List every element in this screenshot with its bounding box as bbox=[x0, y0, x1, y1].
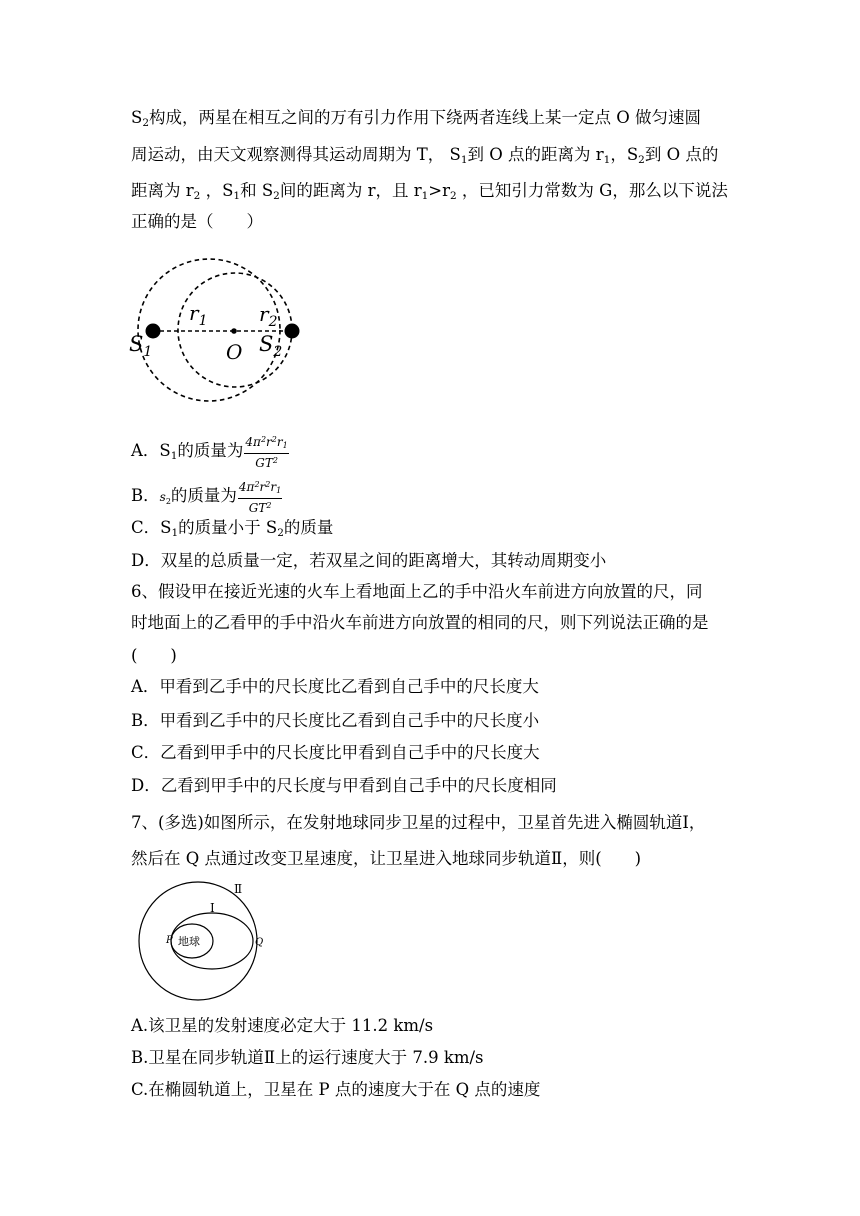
star-s1 bbox=[146, 324, 161, 339]
q7-option-c: C.在椭圆轨道上，卫星在 P 点的速度大于在 Q 点的速度 bbox=[131, 1080, 541, 1099]
q5-option-a: A．$S_1$的质量为 $\frac{4\pi^2r^2r_1}{GT^2}$ bbox=[131, 435, 288, 470]
mass-formula: $\frac{4\pi^2r^2r_1}{GT^2}$ bbox=[238, 480, 282, 515]
q5-stem-line-3: 距离为 $r_2$ ，$S_1$和 $S_2$间的距离为 r，且 $r_1>r_2$ ，已知引力常数为 G，那么以下说法 bbox=[131, 181, 728, 202]
star-s2 bbox=[285, 324, 300, 339]
label-r2: $r_2$ bbox=[259, 302, 278, 330]
q6-option-c: C．乙看到甲手中的尺长度比甲看到自己手中的尺长度大 bbox=[131, 743, 540, 762]
q5-option-d: D．双星的总质量一定，若双星之间的距离增大，其转动周期变小 bbox=[131, 551, 607, 570]
q7-option-b: B.卫星在同步轨道Ⅱ上的运行速度大于 7.9 km/s bbox=[131, 1048, 484, 1067]
center-o-point bbox=[231, 328, 237, 334]
label-s1: $S_1$ bbox=[129, 332, 153, 360]
label-p: P bbox=[166, 935, 173, 946]
satellite-orbit-diagram bbox=[130, 880, 270, 1002]
q6-stem-line-2: 时地面上的乙看甲的手中沿火车前进方向放置的相同的尺，则下列说法正确的是 bbox=[131, 613, 709, 632]
q7-stem-line-2: 然后在 Q 点通过改变卫星速度，让卫星进入地球同步轨道Ⅱ，则( ) bbox=[131, 849, 642, 868]
q6-option-b: B．甲看到乙手中的尺长度比乙看到自己手中的尺长度小 bbox=[131, 711, 540, 730]
mass-formula: $\frac{4\pi^2r^2r_1}{GT^2}$ bbox=[245, 435, 288, 470]
label-orbit-1: Ⅰ bbox=[210, 901, 215, 915]
label-earth: 地球 bbox=[178, 935, 200, 948]
q6-stem-line-3: ( ) bbox=[131, 646, 177, 665]
q5-stem-line-4: 正确的是（ ） bbox=[131, 212, 263, 231]
q7-option-a: A.该卫星的发射速度必定大于 11.2 km/s bbox=[131, 1016, 434, 1035]
q6-stem-line-1: 6、假设甲在接近光速的火车上看地面上乙的手中沿火车前进方向放置的尺，同 bbox=[131, 582, 703, 601]
q5-stem-line-2: 周运动，由天文观察测得其运动周期为 T， $S_1$到 O 点的距离为 $r_1$，$S_2$到 O 点的 bbox=[131, 145, 719, 166]
q7-stem-line-1: 7、(多选)如图所示，在发射地球同步卫星的过程中，卫星首先进入椭圆轨道Ⅰ， bbox=[131, 813, 706, 832]
label-s2: $S_2$ bbox=[259, 332, 283, 360]
q5-option-b: B．$s_2$的质量为 $\frac{4\pi^2r^2r_1}{GT^2}$ bbox=[131, 480, 282, 515]
q6-option-d: D．乙看到甲手中的尺长度与甲看到自己手中的尺长度相同 bbox=[131, 776, 557, 795]
q6-option-a: A．甲看到乙手中的尺长度比乙看到自己手中的尺长度大 bbox=[131, 677, 539, 696]
binary-star-diagram bbox=[125, 245, 320, 415]
label-r1: $r_1$ bbox=[189, 301, 208, 329]
q5-option-c: C．$S_1$的质量小于 $S_2$的质量 bbox=[131, 518, 334, 539]
label-q: Q bbox=[255, 937, 264, 948]
label-o: O bbox=[226, 340, 243, 364]
label-orbit-2: Ⅱ bbox=[234, 882, 243, 896]
q5-stem-line-1: $S_2$构成，两星在相互之间的万有引力作用下绕两者连线上某一定点 O 做匀速圆 bbox=[131, 108, 702, 129]
